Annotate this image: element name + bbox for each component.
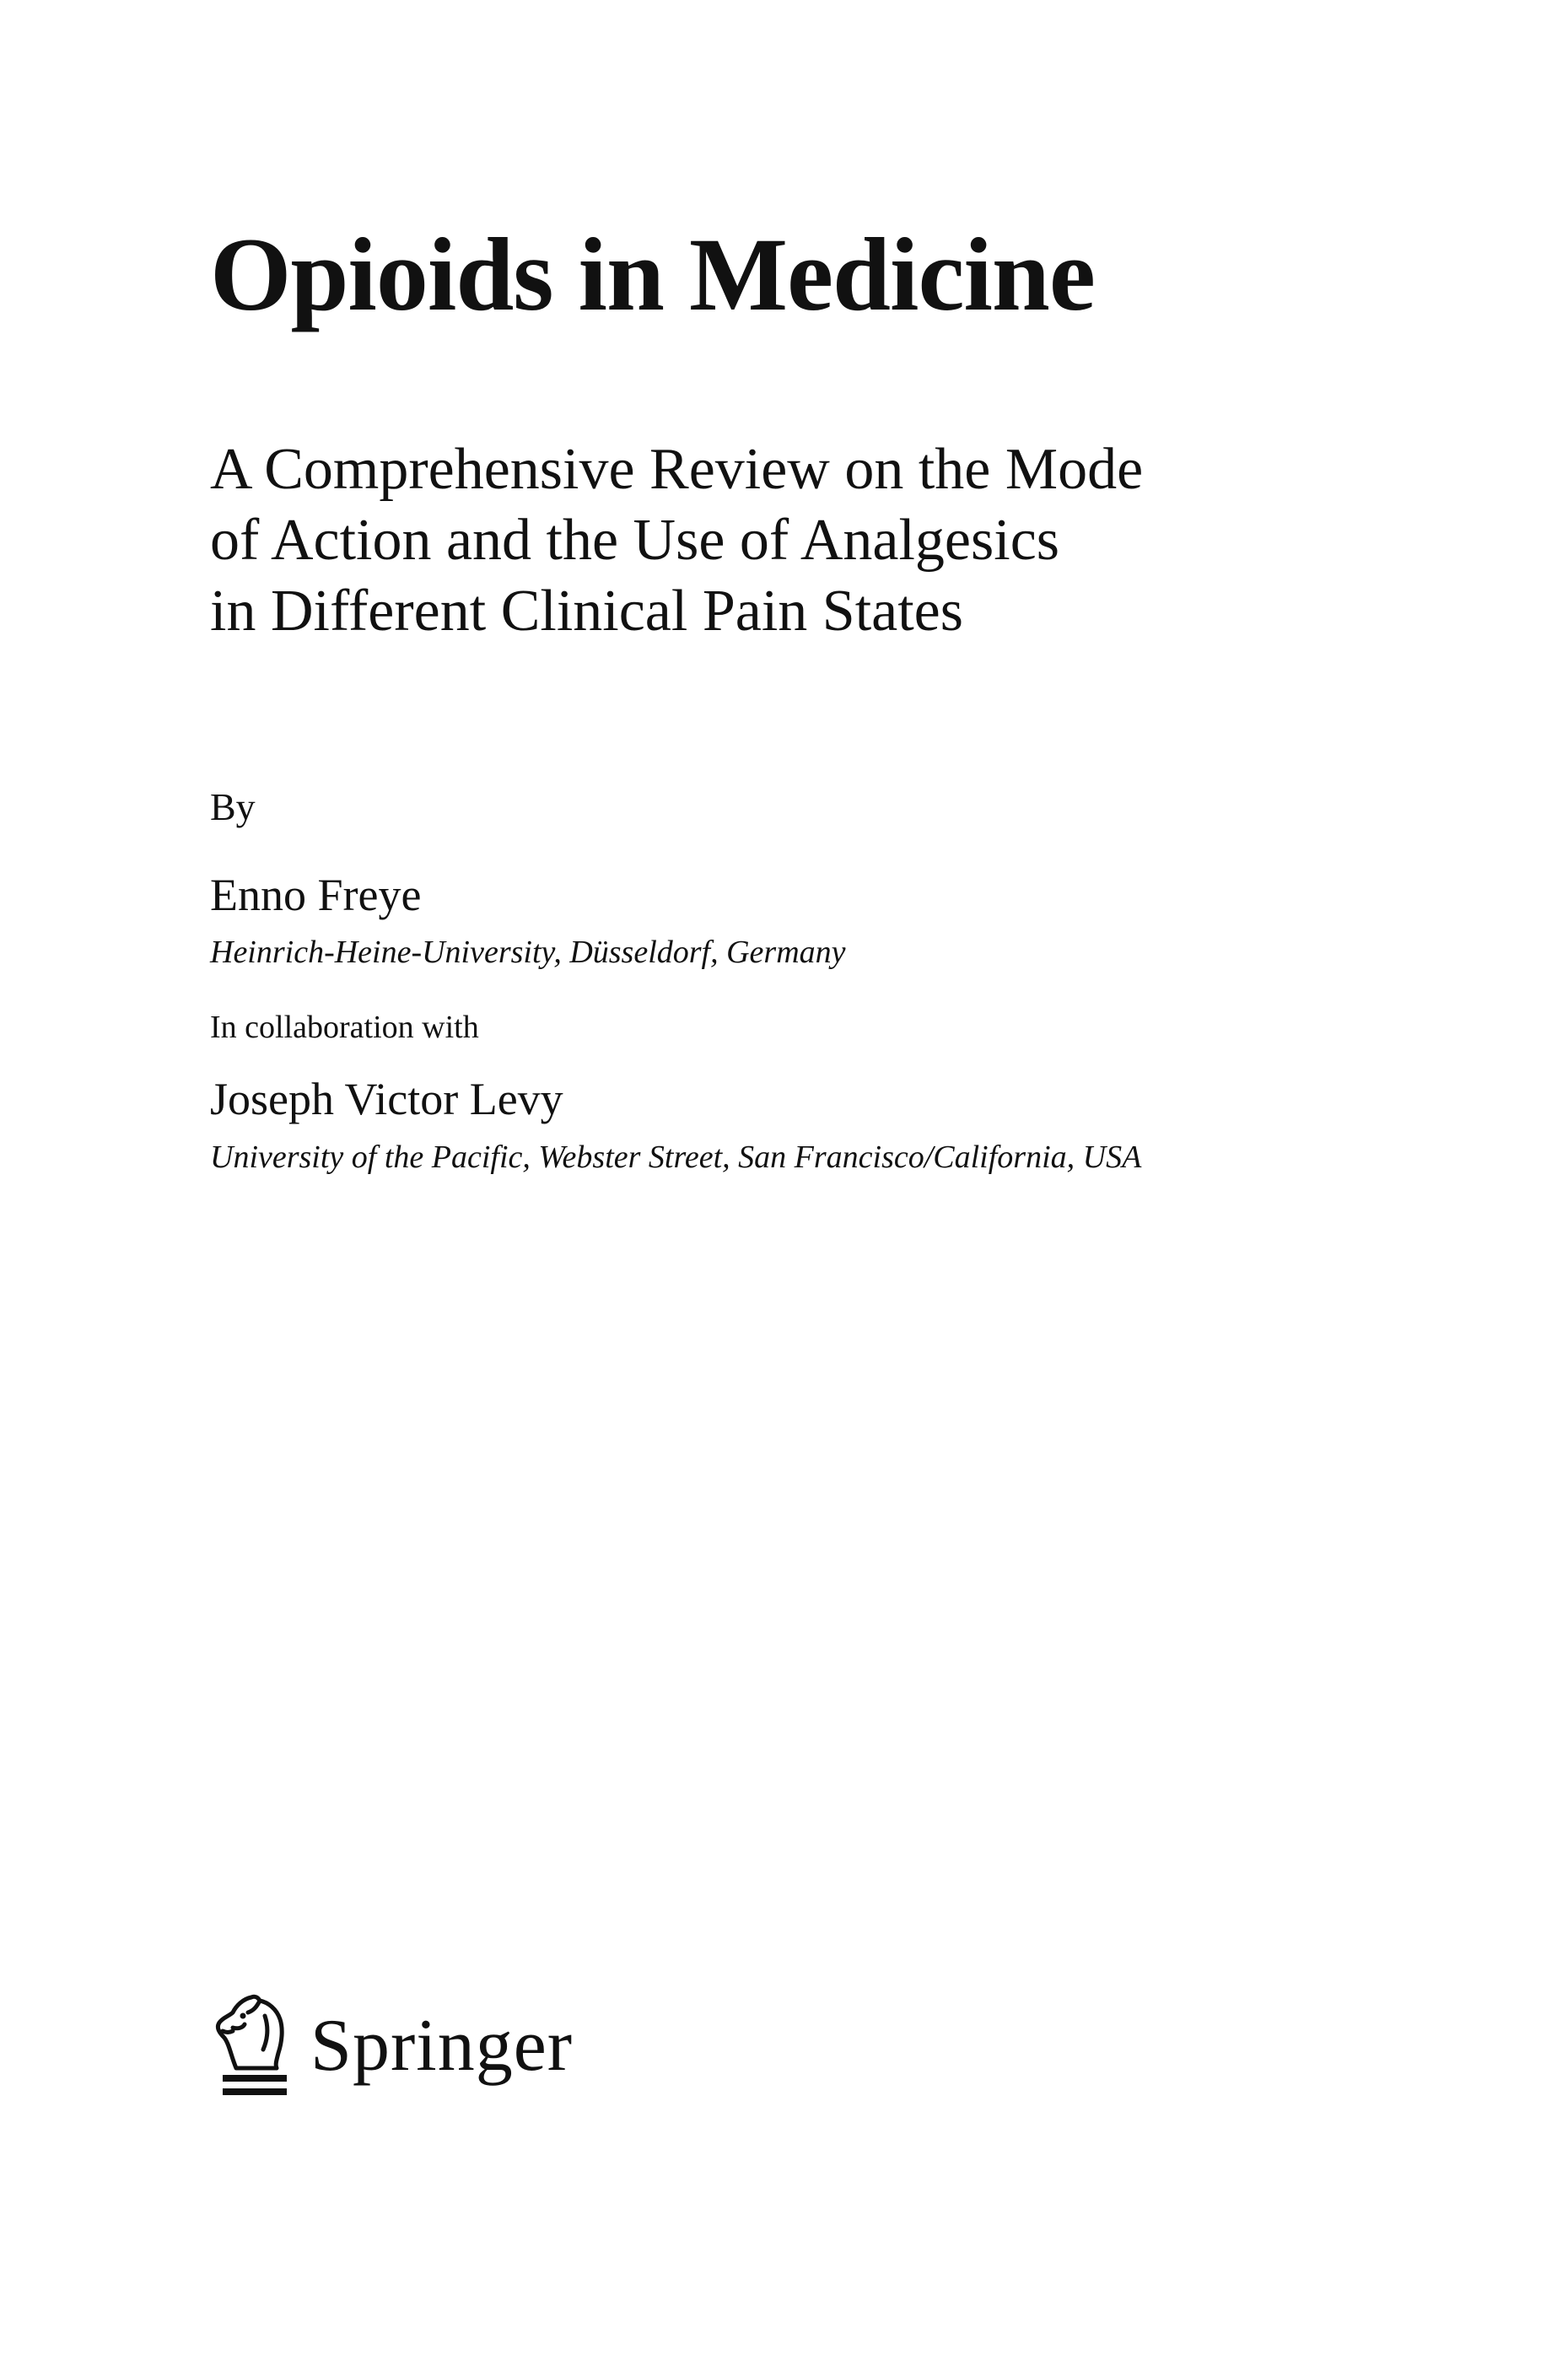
book-subtitle [210,434,1143,647]
subtitle-line: of Action and the Use of Analgesics [210,508,1060,573]
subtitle-line: in Different Clinical Pain States [210,579,963,644]
coauthor-name: Joseph Victor Levy [210,1074,563,1124]
collaboration-label: In collaboration with [210,1010,479,1045]
chess-knight-logo-icon [207,1991,300,2100]
publisher-name: Springer [310,2004,574,2087]
publisher-imprint [207,1986,573,2104]
coauthor-affiliation: University of the Pacific, Webster Street, San Francisco/California, USA [210,1140,1142,1175]
subtitle-line: A Comprehensive Review on the Mode [210,437,1144,502]
book-title: Opioids in Medicine [210,217,1095,332]
by-label: By [210,785,256,828]
author-affiliation: Heinrich-Heine-University, Düsseldorf, Germany [210,935,846,970]
author-name: Enno Freye [210,870,422,920]
